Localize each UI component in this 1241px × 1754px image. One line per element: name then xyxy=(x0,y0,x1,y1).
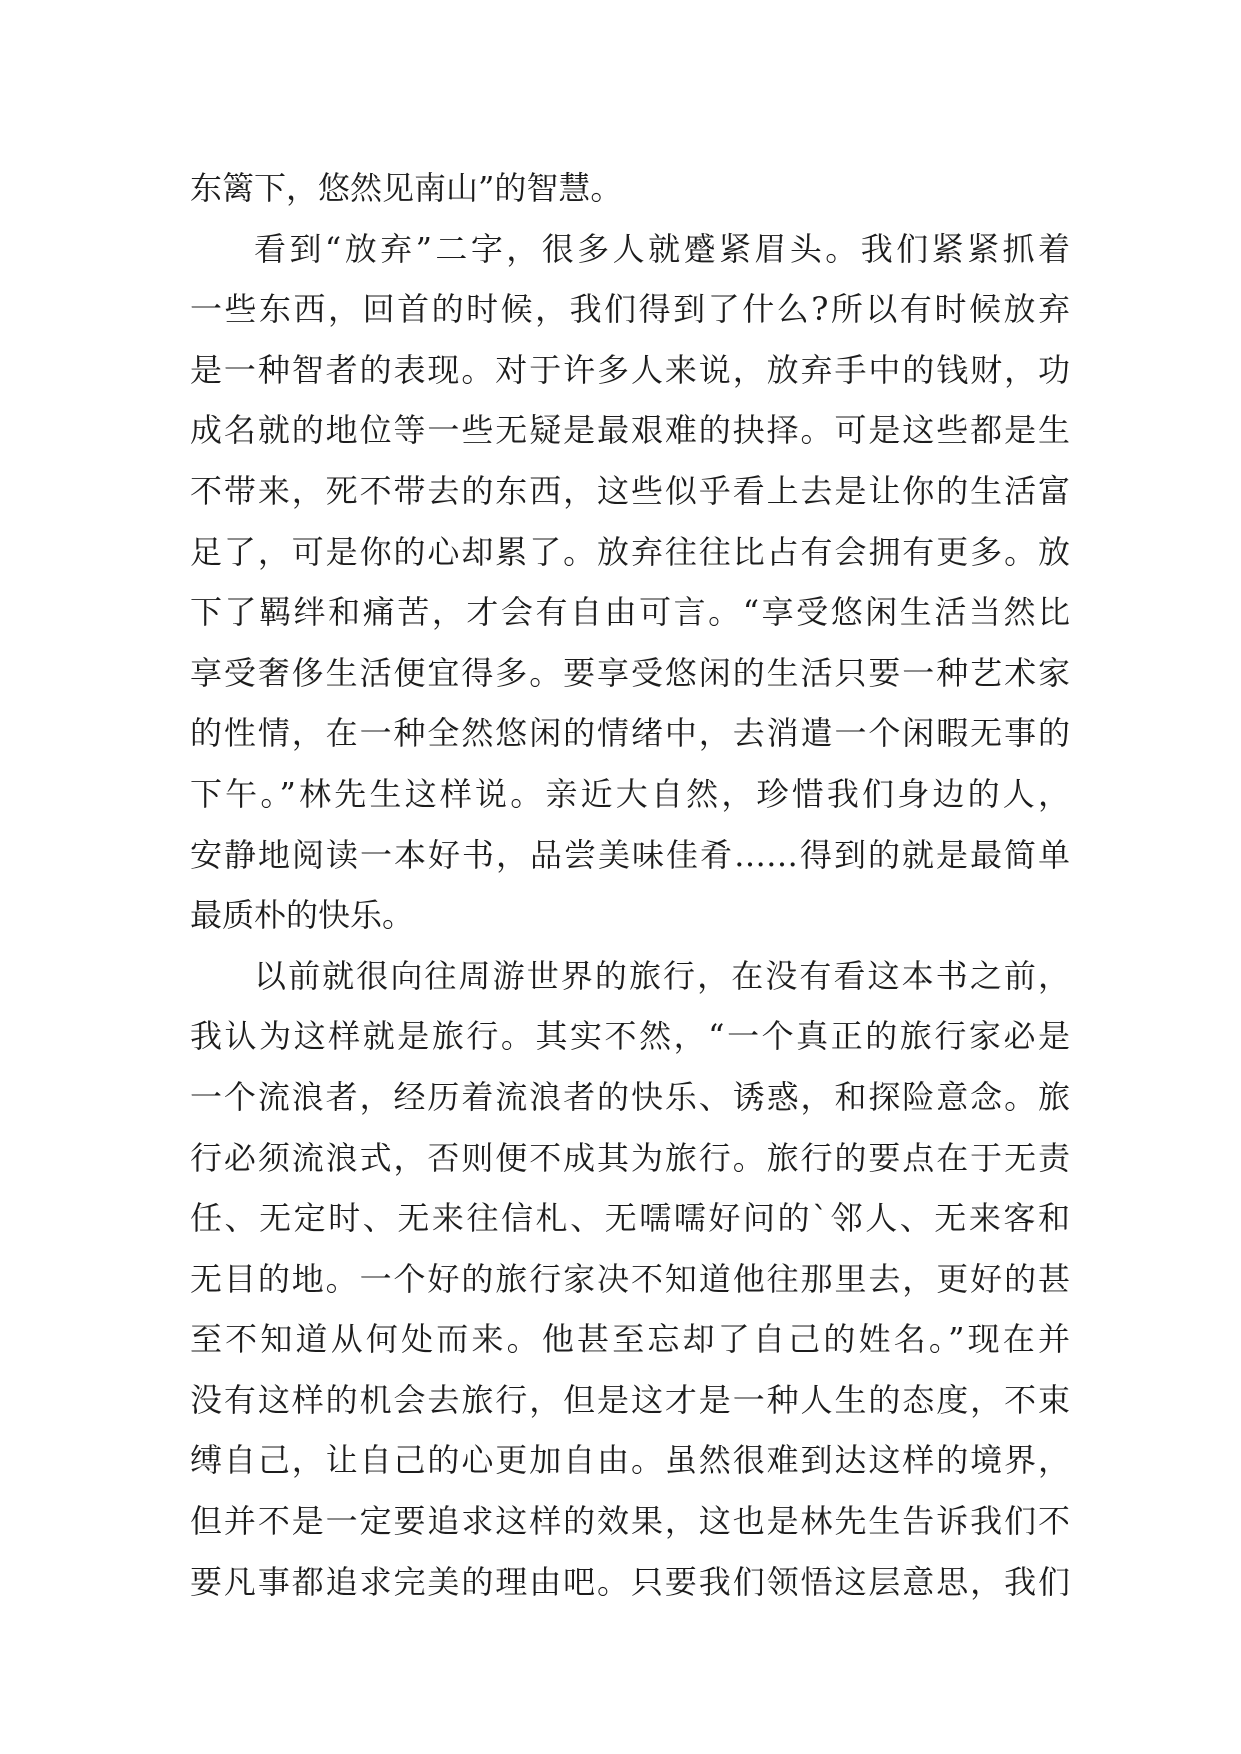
paragraph-line: 但并不是一定要追求这样的效果，这也是林先生告诉我们不 xyxy=(190,1502,1070,1541)
paragraph-line: 一个流浪者，经历着流浪者的快乐、诱惑，和探险意念。旅 xyxy=(190,1077,1070,1116)
paragraph-line: 行必须流浪式，否则便不成其为旅行。旅行的要点在于无责 xyxy=(190,1138,1070,1177)
paragraph-line: 足了，可是你的心却累了。放弃往往比占有会拥有更多。放 xyxy=(190,532,1070,571)
paragraph-line: 没有这样的机会去旅行，但是这才是一种人生的态度，不束 xyxy=(190,1380,1070,1419)
paragraph-line: 享受奢侈生活便宜得多。要享受悠闲的生活只要一种艺术家 xyxy=(190,653,1070,692)
paragraph-line: 下午。”林先生这样说。亲近大自然，珍惜我们身边的人， xyxy=(190,774,1070,813)
paragraph-line: 要凡事都追求完美的理由吧。只要我们领悟这层意思，我们 xyxy=(190,1562,1070,1601)
paragraph-line: 下了羁绊和痛苦，才会有自由可言。“享受悠闲生活当然比 xyxy=(190,593,1070,632)
paragraph-line: 以前就很向往周游世界的旅行，在没有看这本书之前， xyxy=(254,956,1070,995)
paragraph-line: 缚自己，让自己的心更加自由。虽然很难到达这样的境界， xyxy=(190,1441,1070,1480)
paragraph-line: 东篱下，悠然见南山”的智慧。 xyxy=(190,169,623,207)
paragraph-line: 最质朴的快乐。 xyxy=(190,896,415,935)
paragraph-line: 成名就的地位等一些无疑是最艰难的抉择。可是这些都是生 xyxy=(190,411,1070,450)
paragraph-line: 任、无定时、无来往信札、无嚅嚅好问的`邻人、无来客和 xyxy=(190,1199,1070,1238)
body-text xyxy=(190,158,1070,1612)
paragraph-line: 一些东西，回首的时候，我们得到了什么?所以有时候放弃 xyxy=(190,290,1070,329)
paragraph-line: 的性情，在一种全然悠闲的情绪中，去消遣一个闲暇无事的 xyxy=(190,714,1070,753)
paragraph-line: 无目的地。一个好的旅行家决不知道他往那里去，更好的甚 xyxy=(190,1259,1070,1298)
paragraph-line: 至不知道从何处而来。他甚至忘却了自己的姓名。”现在并 xyxy=(190,1320,1070,1359)
paragraph-line: 安静地阅读一本好书，品尝美味佳肴……得到的就是最简单 xyxy=(190,835,1070,874)
paragraph-line: 是一种智者的表现。对于许多人来说，放弃手中的钱财，功 xyxy=(190,350,1070,389)
paragraph-line: 看到“放弃”二字，很多人就蹙紧眉头。我们紧紧抓着 xyxy=(254,229,1070,268)
paragraph-line: 我认为这样就是旅行。其实不然，“一个真正的旅行家必是 xyxy=(190,1017,1070,1056)
paragraph-line: 不带来，死不带去的东西，这些似乎看上去是让你的生活富 xyxy=(190,471,1070,510)
